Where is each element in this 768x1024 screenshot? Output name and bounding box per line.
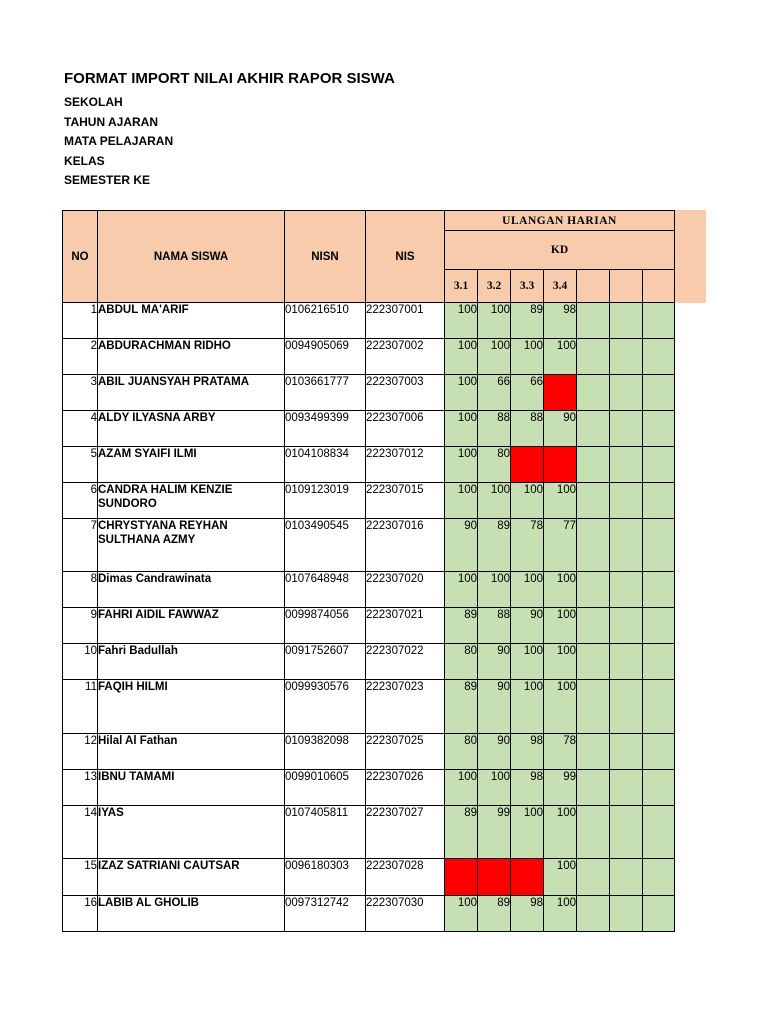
cell-score-empty bbox=[643, 770, 675, 806]
cell-score-empty bbox=[577, 483, 610, 519]
cell-no: 12 bbox=[63, 734, 98, 770]
cell-student-name: IZAZ SATRIANI CAUTSAR bbox=[98, 859, 285, 896]
cell-student-name: Hilal Al Fathan bbox=[98, 734, 285, 770]
cell-score-empty bbox=[577, 806, 610, 859]
header-kd-3-4: 3.4 bbox=[544, 270, 577, 303]
cell-score-empty bbox=[610, 806, 643, 859]
cell-nisn: 0096180303 bbox=[285, 859, 366, 896]
header-kd-3-2: 3.2 bbox=[478, 270, 511, 303]
meta-label-kelas: KELAS bbox=[64, 154, 105, 168]
cell-no: 15 bbox=[63, 859, 98, 896]
cell-score-empty bbox=[577, 572, 610, 608]
cell-score-empty bbox=[610, 411, 643, 447]
cell-score-empty bbox=[610, 519, 643, 572]
cell-no: 8 bbox=[63, 572, 98, 608]
cell-no: 7 bbox=[63, 519, 98, 572]
cell-nis: 222307021 bbox=[366, 608, 445, 644]
cell-score-empty bbox=[643, 859, 675, 896]
cell-student-name: LABIB AL GHOLIB bbox=[98, 896, 285, 932]
cell-score: 90 bbox=[445, 519, 478, 572]
cell-student-name: IBNU TAMAMI bbox=[98, 770, 285, 806]
cell-nis: 222307015 bbox=[366, 483, 445, 519]
cell-nis: 222307002 bbox=[366, 339, 445, 375]
cell-score: 100 bbox=[544, 859, 577, 896]
cell-score: 100 bbox=[511, 339, 544, 375]
table-row bbox=[63, 734, 675, 770]
header-kd-3-1: 3.1 bbox=[445, 270, 478, 303]
cell-score: 90 bbox=[544, 411, 577, 447]
meta-label-sekolah: SEKOLAH bbox=[64, 95, 123, 109]
cell-score: 90 bbox=[478, 680, 511, 734]
cell-score: 89 bbox=[478, 519, 511, 572]
cell-score-empty bbox=[577, 411, 610, 447]
cell-no: 1 bbox=[63, 303, 98, 339]
cell-score: 78 bbox=[511, 519, 544, 572]
cell-score-empty bbox=[643, 608, 675, 644]
cell-score: 100 bbox=[445, 483, 478, 519]
cell-score-empty bbox=[577, 447, 610, 483]
cell-score-empty bbox=[577, 608, 610, 644]
cell-score-empty bbox=[643, 303, 675, 339]
cell-no: 11 bbox=[63, 680, 98, 734]
cell-score: 100 bbox=[478, 483, 511, 519]
header-kd-blank bbox=[577, 270, 610, 303]
cell-score: 100 bbox=[445, 447, 478, 483]
cell-nisn: 0094905069 bbox=[285, 339, 366, 375]
cell-score: 100 bbox=[445, 303, 478, 339]
cell-score-empty bbox=[610, 734, 643, 770]
header-ulangan-harian: ULANGAN HARIAN bbox=[445, 211, 675, 231]
cell-no: 3 bbox=[63, 375, 98, 411]
cell-student-name: Dimas Candrawinata bbox=[98, 572, 285, 608]
page-title: FORMAT IMPORT NILAI AKHIR RAPOR SISWA bbox=[64, 70, 395, 87]
cell-score-empty bbox=[577, 519, 610, 572]
cell-nisn: 0104108834 bbox=[285, 447, 366, 483]
cell-no: 10 bbox=[63, 644, 98, 680]
cell-score-empty bbox=[610, 680, 643, 734]
cell-score: 100 bbox=[544, 896, 577, 932]
cell-student-name: CANDRA HALIM KENZIE SUNDORO bbox=[98, 483, 285, 519]
meta-label-mata-pelajaran: MATA PELAJARAN bbox=[64, 134, 174, 148]
cell-score-empty bbox=[577, 339, 610, 375]
cell-no: 14 bbox=[63, 806, 98, 859]
cell-score: 100 bbox=[544, 806, 577, 859]
cell-score-missing bbox=[478, 859, 511, 896]
cell-score: 100 bbox=[478, 770, 511, 806]
table-row bbox=[63, 806, 675, 859]
cell-score-empty bbox=[643, 411, 675, 447]
cell-score: 100 bbox=[544, 680, 577, 734]
cell-score-empty bbox=[643, 483, 675, 519]
cell-student-name: ALDY ILYASNA ARBY bbox=[98, 411, 285, 447]
table-row bbox=[63, 770, 675, 806]
cell-no: 2 bbox=[63, 339, 98, 375]
cell-score: 90 bbox=[478, 644, 511, 680]
cell-score: 88 bbox=[478, 608, 511, 644]
cell-score: 80 bbox=[445, 644, 478, 680]
cell-nis: 222307006 bbox=[366, 411, 445, 447]
cell-nis: 222307027 bbox=[366, 806, 445, 859]
cell-nis: 222307016 bbox=[366, 519, 445, 572]
header-nama-siswa: NAMA SISWA bbox=[98, 211, 285, 303]
cell-score-empty bbox=[577, 770, 610, 806]
cell-score-empty bbox=[610, 608, 643, 644]
cell-student-name: ABIL JUANSYAH PRATAMA bbox=[98, 375, 285, 411]
table-row bbox=[63, 608, 675, 644]
table-row bbox=[63, 644, 675, 680]
cell-score: 100 bbox=[445, 411, 478, 447]
table-row bbox=[63, 859, 675, 896]
grades-table bbox=[62, 210, 675, 932]
cell-score-empty bbox=[577, 896, 610, 932]
cell-nis: 222307022 bbox=[366, 644, 445, 680]
cell-score-empty bbox=[643, 896, 675, 932]
cell-score-empty bbox=[577, 734, 610, 770]
cell-score: 100 bbox=[544, 644, 577, 680]
cell-nisn: 0099010605 bbox=[285, 770, 366, 806]
cell-nisn: 0109123019 bbox=[285, 483, 366, 519]
cell-score: 98 bbox=[511, 770, 544, 806]
cell-nis: 222307028 bbox=[366, 859, 445, 896]
cell-score: 100 bbox=[544, 339, 577, 375]
cell-score: 100 bbox=[544, 572, 577, 608]
cell-score: 98 bbox=[511, 734, 544, 770]
cell-score: 89 bbox=[478, 896, 511, 932]
cell-score-empty bbox=[610, 859, 643, 896]
cell-score-empty bbox=[610, 303, 643, 339]
cell-score: 100 bbox=[445, 572, 478, 608]
cell-score: 100 bbox=[445, 339, 478, 375]
cell-no: 13 bbox=[63, 770, 98, 806]
header-kd: KD bbox=[445, 231, 675, 270]
cell-score-empty bbox=[643, 339, 675, 375]
cell-nisn: 0103661777 bbox=[285, 375, 366, 411]
cell-score: 99 bbox=[544, 770, 577, 806]
header-no: NO bbox=[63, 211, 98, 303]
cell-score-empty bbox=[577, 375, 610, 411]
cell-score: 100 bbox=[445, 896, 478, 932]
cell-score: 100 bbox=[478, 572, 511, 608]
cell-score-empty bbox=[610, 483, 643, 519]
cell-score: 66 bbox=[478, 375, 511, 411]
cell-score-empty bbox=[643, 644, 675, 680]
cell-score: 100 bbox=[511, 806, 544, 859]
header-kd-blank bbox=[610, 270, 643, 303]
cell-score: 100 bbox=[544, 483, 577, 519]
cell-score-empty bbox=[643, 375, 675, 411]
cell-score-empty bbox=[610, 644, 643, 680]
cell-score: 88 bbox=[478, 411, 511, 447]
cell-score: 77 bbox=[544, 519, 577, 572]
cell-score: 89 bbox=[445, 680, 478, 734]
cell-no: 9 bbox=[63, 608, 98, 644]
cell-score-empty bbox=[577, 644, 610, 680]
cell-score-empty bbox=[643, 447, 675, 483]
cell-score-empty bbox=[577, 303, 610, 339]
cell-nis: 222307030 bbox=[366, 896, 445, 932]
cell-student-name: IYAS bbox=[98, 806, 285, 859]
cell-nisn: 0109382098 bbox=[285, 734, 366, 770]
header-kd-blank bbox=[643, 270, 675, 303]
table-row bbox=[63, 896, 675, 932]
cell-score-empty bbox=[610, 375, 643, 411]
header-kd-3-3: 3.3 bbox=[511, 270, 544, 303]
table-row bbox=[63, 339, 675, 375]
cell-score-empty bbox=[577, 680, 610, 734]
cell-score: 100 bbox=[478, 303, 511, 339]
table-row bbox=[63, 303, 675, 339]
cell-score-empty bbox=[577, 859, 610, 896]
cell-score-missing bbox=[511, 447, 544, 483]
cell-score-missing bbox=[511, 859, 544, 896]
grades-table-body bbox=[63, 303, 675, 932]
cell-nisn: 0107405811 bbox=[285, 806, 366, 859]
cell-score-empty bbox=[610, 896, 643, 932]
cell-score: 90 bbox=[511, 608, 544, 644]
cell-student-name: Fahri Badullah bbox=[98, 644, 285, 680]
table-row bbox=[63, 411, 675, 447]
table-row bbox=[63, 375, 675, 411]
cell-score: 98 bbox=[544, 303, 577, 339]
meta-label-tahun-ajaran: TAHUN AJARAN bbox=[64, 115, 158, 129]
cell-score: 66 bbox=[511, 375, 544, 411]
cell-score-empty bbox=[643, 680, 675, 734]
cell-score-empty bbox=[643, 806, 675, 859]
cell-score-missing bbox=[544, 375, 577, 411]
cell-score-empty bbox=[610, 447, 643, 483]
cell-student-name: ABDURACHMAN RIDHO bbox=[98, 339, 285, 375]
cell-score-empty bbox=[643, 734, 675, 770]
table-row bbox=[63, 680, 675, 734]
cell-score-empty bbox=[610, 770, 643, 806]
cell-nis: 222307023 bbox=[366, 680, 445, 734]
cell-score: 89 bbox=[445, 806, 478, 859]
cell-score: 100 bbox=[511, 644, 544, 680]
cell-nisn: 0091752607 bbox=[285, 644, 366, 680]
cell-score-empty bbox=[610, 572, 643, 608]
cell-score: 100 bbox=[445, 375, 478, 411]
cell-student-name: FAHRI AIDIL FAWWAZ bbox=[98, 608, 285, 644]
cell-score: 89 bbox=[511, 303, 544, 339]
cell-nisn: 0097312742 bbox=[285, 896, 366, 932]
cell-score-empty bbox=[610, 339, 643, 375]
cell-student-name: FAQIH HILMI bbox=[98, 680, 285, 734]
table-row bbox=[63, 483, 675, 519]
cell-score: 100 bbox=[544, 608, 577, 644]
cell-nis: 222307012 bbox=[366, 447, 445, 483]
cell-nisn: 0093499399 bbox=[285, 411, 366, 447]
cell-score: 99 bbox=[478, 806, 511, 859]
cell-score: 80 bbox=[478, 447, 511, 483]
cell-score: 88 bbox=[511, 411, 544, 447]
cell-student-name: ABDUL MA'ARIF bbox=[98, 303, 285, 339]
header-nis: NIS bbox=[366, 211, 445, 303]
cell-nis: 222307026 bbox=[366, 770, 445, 806]
cell-nisn: 0099874056 bbox=[285, 608, 366, 644]
cell-nis: 222307025 bbox=[366, 734, 445, 770]
cell-score: 100 bbox=[478, 339, 511, 375]
cell-score: 78 bbox=[544, 734, 577, 770]
cell-score: 100 bbox=[445, 770, 478, 806]
cell-nis: 222307003 bbox=[366, 375, 445, 411]
cell-score: 89 bbox=[445, 608, 478, 644]
cell-score-missing bbox=[544, 447, 577, 483]
cell-score: 100 bbox=[511, 680, 544, 734]
cell-score: 90 bbox=[478, 734, 511, 770]
cell-no: 5 bbox=[63, 447, 98, 483]
table-row bbox=[63, 447, 675, 483]
table-row bbox=[63, 572, 675, 608]
cell-student-name: AZAM SYAIFI ILMI bbox=[98, 447, 285, 483]
cell-nisn: 0106216510 bbox=[285, 303, 366, 339]
cell-score-missing bbox=[445, 859, 478, 896]
cell-nis: 222307020 bbox=[366, 572, 445, 608]
cell-nis: 222307001 bbox=[366, 303, 445, 339]
cell-score-empty bbox=[643, 519, 675, 572]
header-fill-extension bbox=[674, 210, 706, 303]
cell-student-name: CHRYSTYANA REYHAN SULTHANA AZMY bbox=[98, 519, 285, 572]
header-nisn: NISN bbox=[285, 211, 366, 303]
cell-no: 6 bbox=[63, 483, 98, 519]
cell-score: 100 bbox=[511, 572, 544, 608]
cell-no: 4 bbox=[63, 411, 98, 447]
meta-label-semester: SEMESTER KE bbox=[64, 173, 151, 187]
cell-score: 98 bbox=[511, 896, 544, 932]
cell-score: 100 bbox=[511, 483, 544, 519]
cell-nisn: 0107648948 bbox=[285, 572, 366, 608]
cell-score: 80 bbox=[445, 734, 478, 770]
cell-no: 16 bbox=[63, 896, 98, 932]
cell-nisn: 0099930576 bbox=[285, 680, 366, 734]
cell-score-empty bbox=[643, 572, 675, 608]
table-row bbox=[63, 519, 675, 572]
cell-nisn: 0103490545 bbox=[285, 519, 366, 572]
